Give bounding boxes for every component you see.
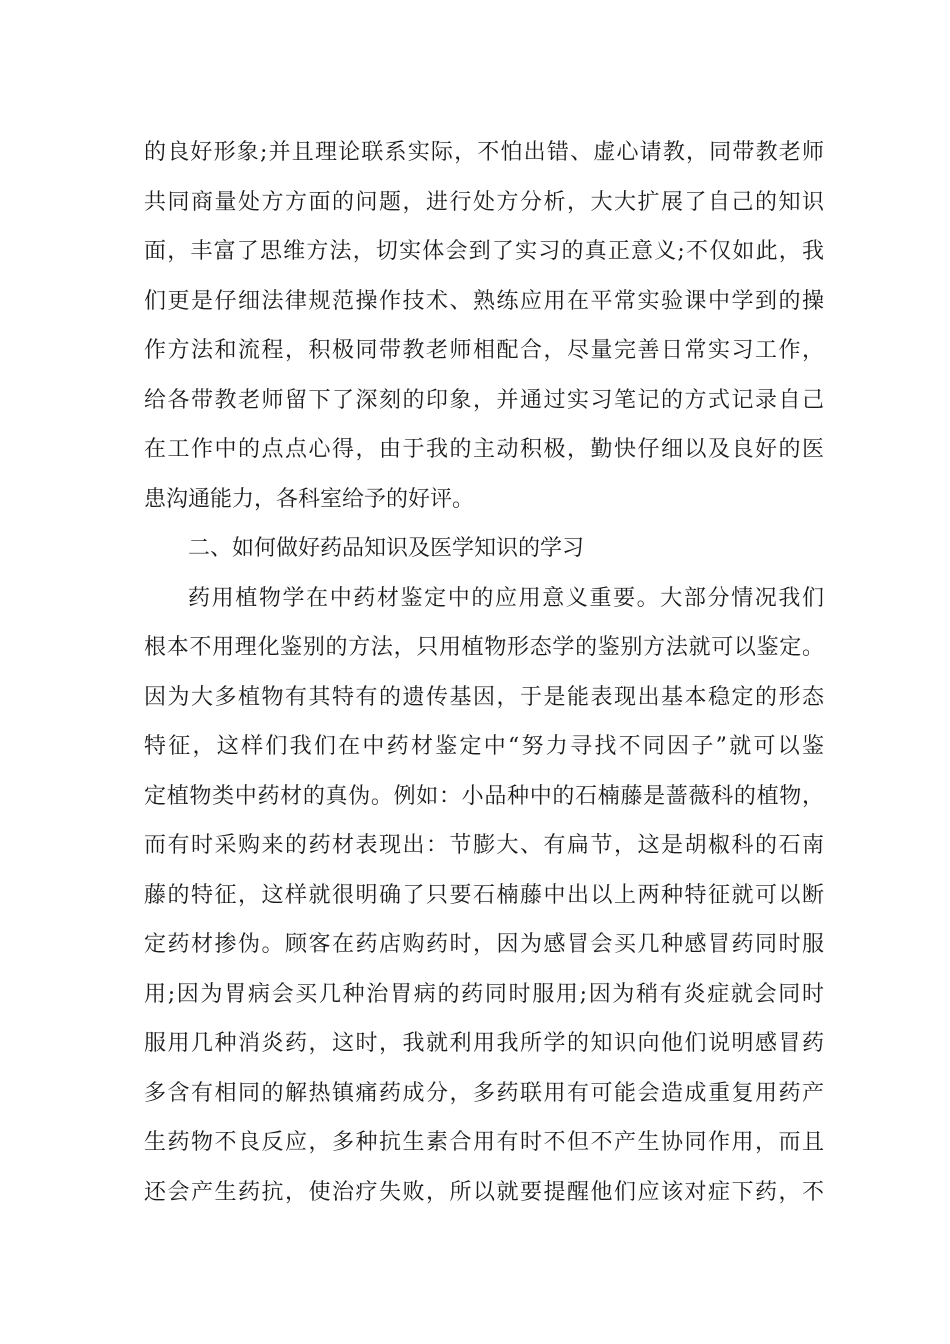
text-line: 给各带教老师留下了深刻的印象，并通过实习笔记的方式记录自己: [144, 387, 824, 413]
text-line: 藤的特征，这样就很明确了只要石楠藤中出以上两种特征就可以断: [144, 882, 824, 908]
text-line: 根本不用理化鉴别的方法，只用植物形态学的鉴别方法就可以鉴定。: [144, 635, 824, 660]
text-line: 定植物类中药材的真伪。例如：小品种中的石楠藤是蔷薇科的植物，: [144, 783, 824, 809]
text-line: 面，丰富了思维方法，切实体会到了实习的真正意义;不仅如此，我: [144, 239, 824, 264]
text-line: 因为大多植物有其特有的遗传基因，于是能表现出基本稳定的形态: [144, 684, 824, 710]
text-line: 在工作中的点点心得，由于我的主动积极，勤快仔细以及良好的医: [144, 437, 824, 462]
text-line: 服用几种消炎药，这时，我就利用我所学的知识向他们说明感冒药: [144, 1031, 824, 1056]
text-line: 而有时采购来的药材表现出：节膨大、有扁节，这是胡椒科的石南: [144, 833, 824, 858]
text-line: 们更是仔细法律规范操作技术、熟练应用在平常实验课中学到的操: [144, 288, 824, 314]
text-line: 患沟通能力，各科室给予的好评。: [144, 486, 475, 512]
text-line: 定药材掺伪。顾客在药店购药时，因为感冒会买几种感冒药同时服: [144, 932, 824, 957]
text-line: 还会产生药抗，使治疗失败，所以就要提醒他们应该对症下药，不: [144, 1179, 824, 1205]
text-line: 药用植物学在中药材鉴定中的应用意义重要。大部分情况我们: [188, 585, 824, 611]
text-line: 特征，这样们我们在中药材鉴定中“努力寻找不同因子”就可以鉴: [144, 734, 824, 759]
text-line: 共同商量处方方面的问题，进行处方分析，大大扩展了自己的知识: [144, 189, 824, 215]
text-line: 作方法和流程，积极同带教老师相配合，尽量完善日常实习工作，: [144, 338, 824, 363]
text-line: 用;因为胃病会买几种治胃病的药同时服用;因为稍有炎症就会同时: [144, 981, 824, 1007]
text-line: 多含有相同的解热镇痛药成分，多药联用有可能会造成重复用药产: [144, 1080, 824, 1106]
section-heading: 二、如何做好药品知识及医学知识的学习: [188, 536, 585, 561]
body-text: [144, 128, 824, 1217]
text-line: 的良好形象;并且理论联系实际，不怕出错、虚心请教，同带教老师: [144, 140, 824, 165]
text-line: 生药物不良反应，多种抗生素合用有时不但不产生协同作用，而且: [144, 1130, 824, 1155]
